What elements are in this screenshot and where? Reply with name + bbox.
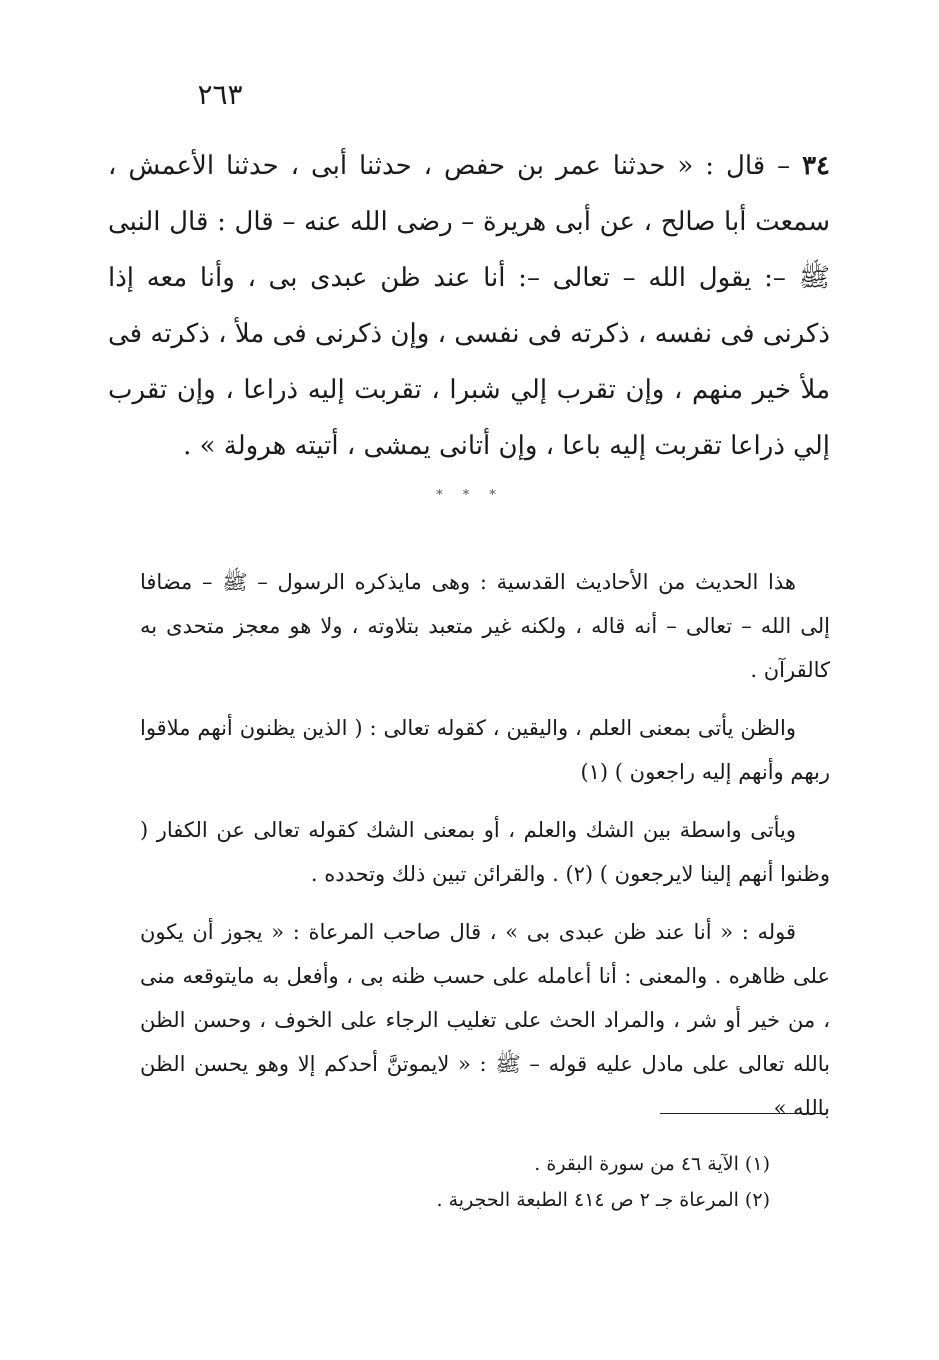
- page-number: ٢٦٣: [197, 78, 243, 111]
- footnote: (٢) المرعاة جـ ٢ ص ٤١٤ الطبعة الحجرية .: [436, 1189, 770, 1211]
- footnotes: [140, 1146, 770, 1218]
- commentary-paragraph: هذا الحديث من الأحاديث القدسية : وهى مايذكره الرسول – ﷺ – مضافا إلى الله – تعالى – أنه قاله ، ولكنه غير متعبد بتلاوته ، ولا هو معجز متحدى به كالقرآن .: [140, 570, 830, 682]
- hadith-body: – قال : « حدثنا عمر بن حفص ، حدثنا أبى ، حدثنا الأعمش ، سمعت أبا صالح ، عن أبى هريرة – رضى الله عنه – قال : قال النبى ﷺ –: يقول الله – تعالى –: أنا عند ظن عبدى بى ، وأنا معه إذا ذكرنى فى نفسه ، ذكرته فى نفسى ، وإن ذكرنى فى ملأ ، ذكرته فى ملأ خير منهم ، وإن تقرب إلي شبرا ، تقربت إليه ذراعا ، وإن تقرب إلي ذراعا تقربت إليه باعا ، وإن أتانى يمشى ، أتيته هرولة » .: [108, 151, 830, 461]
- commentary-paragraph: ويأتى واسطة بين الشك والعلم ، أو بمعنى الشك كقوله تعالى عن الكفار ( وظنوا أنهم إلينا لايرجعون ) (٢) . والقرائن تبين ذلك وتحدده .: [140, 818, 830, 886]
- hadith-text: [108, 138, 830, 474]
- commentary-paragraph: والظن يأتى بمعنى العلم ، واليقين ، كقوله تعالى : ( الذين يظنون أنهم ملاقوا ربهم وأنهم إليه راجعون ) (١): [140, 716, 830, 784]
- footnote-divider: [660, 1113, 822, 1114]
- commentary-paragraph: قوله : « أنا عند ظن عبدى بى » ، قال صاحب المرعاة : « يجوز أن يكون على ظاهره . والمعنى : أنا أعامله على حسب ظنه بى ، وأفعل به مايتوقعه منى ، من خير أو شر ، والمراد الحث على تغليب الرجاء على الخوف ، وحسن الظن بالله تعالى على مادل عليه قوله – ﷺ : « لايموتنَّ أحدكم إلا وهو يحسن الظن بالله »: [140, 920, 830, 1120]
- section-separator: * * *: [436, 488, 504, 503]
- commentary: [140, 560, 830, 1144]
- hadith-number: ٣٤: [802, 151, 830, 181]
- footnote: (١) الآية ٤٦ من سورة البقرة .: [534, 1153, 770, 1175]
